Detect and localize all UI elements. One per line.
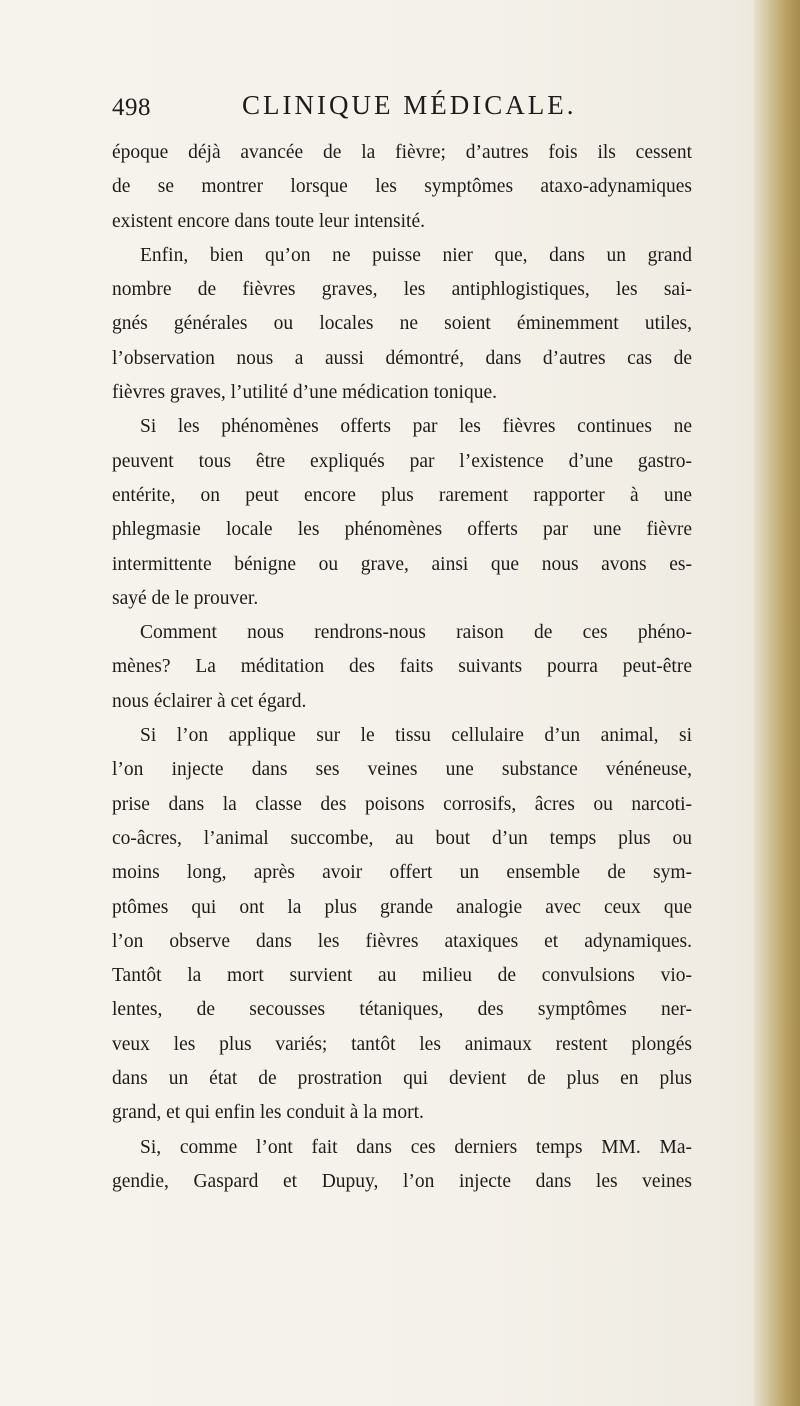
page-number: 498 [112, 94, 151, 121]
text-line: sayé de le prouver. [112, 587, 259, 609]
text-line: phlegmasie locale les phénomènes offerts par une fièvre [112, 519, 692, 541]
running-title: CLINIQUE MÉDICALE. [242, 90, 577, 120]
text-line: nombre de fièvres graves, les antiphlogistiques, les sai- [112, 279, 692, 301]
text-line: gnés générales ou locales ne soient éminemment utiles, [112, 313, 692, 335]
text-line: existent encore dans toute leur intensité. [112, 210, 425, 232]
text-line: prise dans la classe des poisons corrosifs, âcres ou narcoti- [112, 793, 692, 815]
text-line: de se montrer lorsque les symptômes ataxo-adynamiques [112, 176, 692, 198]
body-text [112, 136, 692, 1199]
text-line: intermittente bénigne ou grave, ainsi que nous avons es- [112, 553, 692, 575]
text-line: entérite, on peut encore plus rarement rapporter à une [112, 484, 692, 506]
text-line: ptômes qui ont la plus grande analogie avec ceux que [112, 896, 692, 918]
text-line: Comment nous rendrons-nous raison de ces phéno- [140, 622, 692, 644]
page-header [112, 88, 692, 128]
text-line: Enfin, bien qu’on ne puisse nier que, dans un grand [140, 244, 692, 266]
text-line: fièvres graves, l’utilité d’une médication tonique. [112, 382, 498, 404]
text-line: Si l’on applique sur le tissu cellulaire d’un animal, si [140, 725, 692, 747]
text-line: l’on observe dans les fièvres ataxiques et adynamiques. [112, 930, 692, 952]
text-line: lentes, de secousses tétaniques, des symptômes ner- [112, 999, 692, 1021]
text-line: nous éclairer à cet égard. [112, 690, 307, 712]
text-line: époque déjà avancée de la fièvre; d’autres fois ils cessent [112, 142, 692, 163]
text-line: dans un état de prostration qui devient de plus en plus [112, 1068, 692, 1090]
text-line: mènes? La méditation des faits suivants pourra peut-être [112, 656, 692, 678]
text-line: grand, et qui enfin les conduit à la mort. [112, 1102, 424, 1124]
text-line: moins long, après avoir offert un ensemble de sym- [112, 862, 692, 884]
text-line: l’on injecte dans ses veines une substance vénéneuse, [112, 759, 692, 781]
book-spine-edge [754, 0, 800, 1406]
text-line: l’observation nous a aussi démontré, dans d’autres cas de [112, 347, 692, 369]
text-line: Si les phénomènes offerts par les fièvres continues ne [140, 416, 692, 438]
text-line: co-âcres, l’animal succombe, au bout d’un temps plus ou [112, 827, 692, 849]
text-line: Tantôt la mort survient au milieu de convulsions vio- [112, 965, 692, 987]
text-line: gendie, Gaspard et Dupuy, l’on injecte dans les veines [112, 1170, 692, 1192]
text-line: peuvent tous être expliqués par l’existence d’une gastro- [112, 450, 692, 472]
text-line: veux les plus variés; tantôt les animaux restent plongés [112, 1033, 692, 1055]
text-line: Si, comme l’ont fait dans ces derniers temps MM. Ma- [140, 1136, 692, 1158]
